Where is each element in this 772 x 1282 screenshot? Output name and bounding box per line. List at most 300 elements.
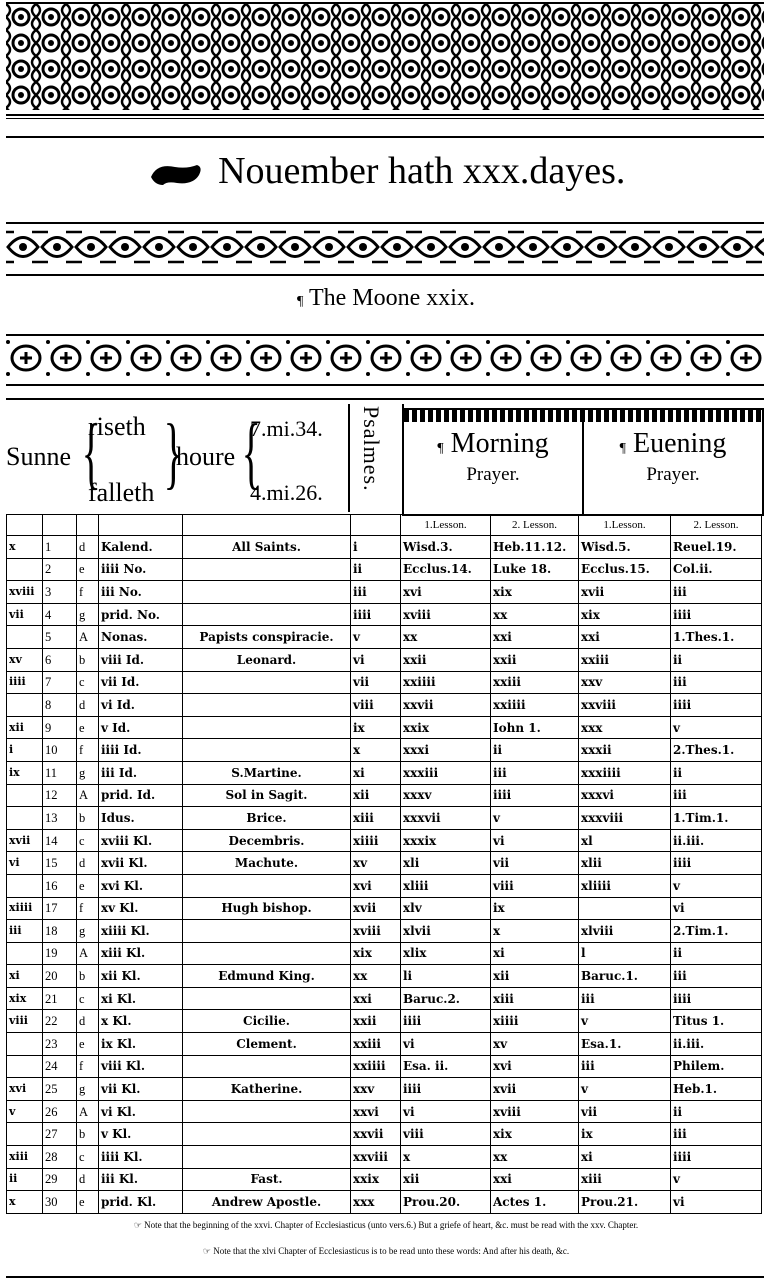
feast-cell: Katherine.	[183, 1078, 351, 1101]
morning-prayer-header	[404, 422, 584, 514]
morning-lesson-2-cell: xv	[491, 1033, 579, 1056]
morning-lesson-1-cell: xxiiii	[401, 671, 491, 694]
evening-lesson-1-cell: xxiii	[579, 648, 671, 671]
morning-lesson-1-cell: xxix	[401, 716, 491, 739]
footnote-1-text: Note that the beginning of the xxvi. Chapter of Ecclesiasticus (unto vers.6.) But a griefe of heart, &c. must be read with the xxv. Chapter.	[144, 1220, 639, 1230]
dominical-letter-cell: g	[77, 761, 99, 784]
evening-lesson-1-cell: xvii	[579, 581, 671, 604]
calendar-row	[7, 807, 762, 830]
morning-lesson-1-cell: xlix	[401, 942, 491, 965]
calendar-row	[7, 626, 762, 649]
dominical-letter-cell: A	[77, 1100, 99, 1123]
blank-cell	[7, 515, 43, 536]
psalm-cell: xv	[351, 852, 401, 875]
dominical-letter-cell: f	[77, 739, 99, 762]
feast-cell	[183, 942, 351, 965]
golden-number-cell	[7, 1123, 43, 1146]
dominical-letter-cell: e	[77, 716, 99, 739]
feast-cell	[183, 716, 351, 739]
golden-number-cell: vi	[7, 852, 43, 875]
evening-lesson-1-cell: Baruc.1.	[579, 965, 671, 988]
morning-lesson-2-cell: x	[491, 920, 579, 943]
evening-lesson-1-cell: l	[579, 942, 671, 965]
psalm-cell: vii	[351, 671, 401, 694]
evening-prayer-header	[584, 422, 762, 514]
day-number-cell: 22	[43, 1010, 77, 1033]
day-number-cell: 21	[43, 987, 77, 1010]
morning-lesson-2-cell: xx	[491, 1146, 579, 1169]
roman-date-cell: xiiii Kl.	[99, 920, 183, 943]
calendar-row	[7, 897, 762, 920]
day-number-cell: 15	[43, 852, 77, 875]
evening-lesson-1-cell: v	[579, 1078, 671, 1101]
roman-date-cell: x Kl.	[99, 1010, 183, 1033]
calendar-row	[7, 1123, 762, 1146]
evening-lesson-2-cell: Col.ii.	[671, 558, 762, 581]
day-number-cell: 10	[43, 739, 77, 762]
morning-line2: Prayer.	[466, 464, 520, 485]
morning-lesson-2-cell: v	[491, 807, 579, 830]
calendar-row	[7, 716, 762, 739]
dominical-letter-cell: f	[77, 897, 99, 920]
month-title	[0, 142, 772, 200]
roman-date-cell: vii Id.	[99, 671, 183, 694]
roman-date-cell: xi Kl.	[99, 987, 183, 1010]
dominical-letter-cell: b	[77, 807, 99, 830]
psalm-cell: xvi	[351, 874, 401, 897]
golden-number-cell: vii	[7, 603, 43, 626]
sun-block	[4, 404, 350, 512]
roman-date-cell: v Id.	[99, 716, 183, 739]
day-number-cell: 16	[43, 874, 77, 897]
morning-lesson-2-cell: xvii	[491, 1078, 579, 1101]
golden-number-cell	[7, 1055, 43, 1078]
evening-lesson-1-cell: vii	[579, 1100, 671, 1123]
morning-lesson-2-cell: xvi	[491, 1055, 579, 1078]
roman-date-cell: ix Kl.	[99, 1033, 183, 1056]
morning-lesson-2-cell: ii	[491, 739, 579, 762]
day-number-cell: 24	[43, 1055, 77, 1078]
morning-lesson-1-cell: vi	[401, 1100, 491, 1123]
prayer-header-rule	[404, 410, 762, 422]
dominical-letter-cell: e	[77, 558, 99, 581]
evening-lesson-2-cell: ii	[671, 942, 762, 965]
calendar-row	[7, 1146, 762, 1169]
psalm-cell: ix	[351, 716, 401, 739]
morning-lesson-2-cell: vi	[491, 829, 579, 852]
psalm-cell: xxx	[351, 1191, 401, 1214]
day-number-cell: 3	[43, 581, 77, 604]
day-number-cell: 17	[43, 897, 77, 920]
blank-cell	[183, 515, 351, 536]
day-number-cell: 6	[43, 648, 77, 671]
psalm-cell: xxviii	[351, 1146, 401, 1169]
dominical-letter-cell: c	[77, 671, 99, 694]
moon-title	[0, 278, 772, 318]
day-number-cell: 11	[43, 761, 77, 784]
calendar-row	[7, 1055, 762, 1078]
feast-cell	[183, 603, 351, 626]
psalm-cell: ii	[351, 558, 401, 581]
dominical-letter-cell: A	[77, 626, 99, 649]
day-number-cell: 7	[43, 671, 77, 694]
golden-number-cell	[7, 1033, 43, 1056]
evening-lesson-2-cell: iiii	[671, 603, 762, 626]
roman-date-cell: vi Kl.	[99, 1100, 183, 1123]
roman-date-cell: vi Id.	[99, 694, 183, 717]
evening-lesson-2-cell: ii	[671, 761, 762, 784]
golden-number-cell: xvii	[7, 829, 43, 852]
calendar-row	[7, 761, 762, 784]
morning-lesson-2-cell: xxiiii	[491, 694, 579, 717]
feast-cell: S.Martine.	[183, 761, 351, 784]
dominical-letter-cell: c	[77, 987, 99, 1010]
ornament-band-lower	[6, 334, 764, 386]
evening-lesson-1-cell: xix	[579, 603, 671, 626]
feast-cell	[183, 671, 351, 694]
feast-cell	[183, 874, 351, 897]
day-number-cell: 1	[43, 536, 77, 559]
morning-lesson-1-cell: vi	[401, 1033, 491, 1056]
golden-number-cell: xix	[7, 987, 43, 1010]
roman-date-cell: prid. Kl.	[99, 1191, 183, 1214]
evening-lesson-1-cell: xliiii	[579, 874, 671, 897]
feast-cell	[183, 920, 351, 943]
sun-label: Sunne	[6, 442, 71, 471]
morning-lesson-1-cell: Wisd.3.	[401, 536, 491, 559]
evening-lesson-2-cell: vi	[671, 897, 762, 920]
morning-lesson-1-cell: iiii	[401, 1078, 491, 1101]
golden-number-cell: ii	[7, 1168, 43, 1191]
evening-lesson-1-cell: xxxii	[579, 739, 671, 762]
day-number-cell: 28	[43, 1146, 77, 1169]
brace-right-icon: {	[241, 409, 261, 497]
evening-lesson-2-cell: Philem.	[671, 1055, 762, 1078]
feast-cell: Fast.	[183, 1168, 351, 1191]
pointing-hand-icon: ☞	[202, 1246, 211, 1256]
pointing-hand-icon: ☞	[133, 1220, 142, 1230]
feast-cell: Clement.	[183, 1033, 351, 1056]
blank-cell	[43, 515, 77, 536]
morning-lesson-2-cell: xxi	[491, 626, 579, 649]
psalm-cell: xviii	[351, 920, 401, 943]
morning-lesson-1-cell: xxxix	[401, 829, 491, 852]
morning-lesson-2-cell: xxiii	[491, 671, 579, 694]
calendar-table	[6, 514, 762, 1214]
morning-lesson-1-cell: Esa. ii.	[401, 1055, 491, 1078]
evening-lesson-2-cell: 2.Thes.1.	[671, 739, 762, 762]
pilcrow-icon: ¶	[619, 441, 627, 456]
rule-top-2	[6, 136, 764, 138]
morning-lesson-1-cell: xlvii	[401, 920, 491, 943]
morning-lesson-1-cell: xxii	[401, 648, 491, 671]
feast-cell	[183, 739, 351, 762]
evening-lesson-1-cell: xxv	[579, 671, 671, 694]
feast-cell	[183, 581, 351, 604]
calendar-body	[7, 515, 762, 1214]
roman-date-cell: xviii Kl.	[99, 829, 183, 852]
roman-date-cell: xvi Kl.	[99, 874, 183, 897]
footnote-2-text: Note that the xlvi Chapter of Ecclesiasticus is to be read unto these words: And after his death, &c.	[213, 1246, 570, 1256]
morning-lesson-1-cell: xxxv	[401, 784, 491, 807]
lesson-header-row	[7, 515, 762, 536]
golden-number-cell	[7, 626, 43, 649]
psalm-cell: viii	[351, 694, 401, 717]
evening-lesson-1-cell: xlii	[579, 852, 671, 875]
evening-lesson-2-cell: v	[671, 716, 762, 739]
calendar-row	[7, 1100, 762, 1123]
evening-lesson-1-cell: xxxiiii	[579, 761, 671, 784]
feast-cell: All Saints.	[183, 536, 351, 559]
golden-number-cell: x	[7, 536, 43, 559]
dominical-letter-cell: g	[77, 920, 99, 943]
morning-lesson-2-cell: xix	[491, 1123, 579, 1146]
psalm-cell: iii	[351, 581, 401, 604]
footnote-2	[0, 1246, 772, 1257]
psalm-cell: xxix	[351, 1168, 401, 1191]
morning-lesson-2-cell: xxii	[491, 648, 579, 671]
golden-number-cell	[7, 694, 43, 717]
golden-number-cell	[7, 942, 43, 965]
evening-lesson-2-cell: v	[671, 1168, 762, 1191]
evening-lesson-1-cell: xxviii	[579, 694, 671, 717]
morning-lesson-1-cell: xvi	[401, 581, 491, 604]
evening-lesson-1-cell: xi	[579, 1146, 671, 1169]
roman-date-cell: iiii No.	[99, 558, 183, 581]
feast-cell: Hugh bishop.	[183, 897, 351, 920]
day-number-cell: 26	[43, 1100, 77, 1123]
dominical-letter-cell: c	[77, 1146, 99, 1169]
evening-lesson-1-cell: xxi	[579, 626, 671, 649]
morning-lesson-1-cell: xxxi	[401, 739, 491, 762]
roman-date-cell: viii Kl.	[99, 1055, 183, 1078]
day-number-cell: 25	[43, 1078, 77, 1101]
dominical-letter-cell: g	[77, 1078, 99, 1101]
psalm-cell: xxiiii	[351, 1055, 401, 1078]
day-number-cell: 5	[43, 626, 77, 649]
roman-date-cell: Kalend.	[99, 536, 183, 559]
psalm-cell: xxv	[351, 1078, 401, 1101]
evening-lesson-2-cell: ii.iii.	[671, 1033, 762, 1056]
day-number-cell: 19	[43, 942, 77, 965]
golden-number-cell	[7, 874, 43, 897]
day-number-cell: 9	[43, 716, 77, 739]
evening-lesson-2-cell: 1.Thes.1.	[671, 626, 762, 649]
evening-lesson-1-cell: xxxvi	[579, 784, 671, 807]
roman-date-cell: prid. Id.	[99, 784, 183, 807]
houre-label: houre	[176, 442, 236, 471]
dominical-letter-cell: f	[77, 1055, 99, 1078]
roman-date-cell: v Kl.	[99, 1123, 183, 1146]
evening-lesson-2-cell: Heb.1.	[671, 1078, 762, 1101]
evening-lesson-2-cell: iiii	[671, 694, 762, 717]
evening-lesson-2-cell: iiii	[671, 987, 762, 1010]
calendar-row	[7, 1078, 762, 1101]
day-number-cell: 18	[43, 920, 77, 943]
dominical-letter-cell: c	[77, 829, 99, 852]
feast-cell: Brice.	[183, 807, 351, 830]
calendar-row	[7, 987, 762, 1010]
morning-lesson-1-cell: x	[401, 1146, 491, 1169]
psalm-cell: vi	[351, 648, 401, 671]
dominical-letter-cell: d	[77, 1010, 99, 1033]
evening-lesson-2-cell: iii	[671, 1123, 762, 1146]
feast-cell	[183, 558, 351, 581]
feast-cell: Decembris.	[183, 829, 351, 852]
golden-number-cell: xiii	[7, 1146, 43, 1169]
feast-cell: Cicilie.	[183, 1010, 351, 1033]
calendar-row	[7, 1033, 762, 1056]
feast-cell	[183, 1146, 351, 1169]
roman-date-cell: iii Id.	[99, 761, 183, 784]
dominical-letter-cell: e	[77, 874, 99, 897]
roman-date-cell: iiii Kl.	[99, 1146, 183, 1169]
hand-fleuron-icon	[147, 159, 205, 189]
golden-number-cell: iii	[7, 920, 43, 943]
calendar-row	[7, 671, 762, 694]
morning-lesson-2-cell: Actes 1.	[491, 1191, 579, 1214]
evening-lesson-1-cell: xlviii	[579, 920, 671, 943]
evening-lesson-1-cell: Prou.21.	[579, 1191, 671, 1214]
morning-lesson-2-cell: xiii	[491, 987, 579, 1010]
feast-cell	[183, 1100, 351, 1123]
golden-number-cell	[7, 807, 43, 830]
roman-date-cell: vii Kl.	[99, 1078, 183, 1101]
calendar-row	[7, 694, 762, 717]
calendar-row	[7, 581, 762, 604]
golden-number-cell: viii	[7, 1010, 43, 1033]
roman-date-cell: prid. No.	[99, 603, 183, 626]
psalm-cell: xii	[351, 784, 401, 807]
psalm-cell: xxiii	[351, 1033, 401, 1056]
morning-lesson-1-cell: Ecclus.14.	[401, 558, 491, 581]
ornament-band-top	[6, 2, 764, 116]
evening-lesson-2-cell: 1.Tim.1.	[671, 807, 762, 830]
evening-lesson-2-cell: iiii	[671, 1146, 762, 1169]
roman-date-cell: Idus.	[99, 807, 183, 830]
calendar-row	[7, 874, 762, 897]
morning-lesson-2-cell: iiii	[491, 784, 579, 807]
morning-lesson-1-cell: xxvii	[401, 694, 491, 717]
psalm-cell: xxii	[351, 1010, 401, 1033]
morning-lesson-2-cell: vii	[491, 852, 579, 875]
morning-lesson-2-cell: Iohn 1.	[491, 716, 579, 739]
roman-date-cell: xv Kl.	[99, 897, 183, 920]
calendar-row	[7, 603, 762, 626]
day-number-cell: 4	[43, 603, 77, 626]
morning-lesson-2-cell: xviii	[491, 1100, 579, 1123]
dominical-letter-cell: d	[77, 536, 99, 559]
blank-cell	[99, 515, 183, 536]
moon-title-text: The Moone xxix.	[308, 285, 475, 311]
ornament-band-middle	[6, 222, 764, 276]
feast-cell: Sol in Sagit.	[183, 784, 351, 807]
morning-lesson-2-cell: ix	[491, 897, 579, 920]
evening-lesson-1-cell: iii	[579, 1055, 671, 1078]
morning-lesson-2-cell: Heb.11.12.	[491, 536, 579, 559]
evening-lesson-2-cell: iii	[671, 581, 762, 604]
evening-lesson-1-cell: xl	[579, 829, 671, 852]
morning-lesson-1-cell: xliii	[401, 874, 491, 897]
golden-number-cell: xiiii	[7, 897, 43, 920]
psalm-cell: xxvii	[351, 1123, 401, 1146]
psalm-cell: xiiii	[351, 829, 401, 852]
brace-left-icon: {	[81, 409, 101, 497]
calendar-row	[7, 558, 762, 581]
evening-line2: Prayer.	[646, 464, 700, 485]
golden-number-cell	[7, 784, 43, 807]
prayer-header	[402, 408, 764, 516]
dominical-letter-cell: e	[77, 1033, 99, 1056]
rule-bottom	[6, 1276, 764, 1278]
rule-top	[6, 118, 764, 119]
golden-number-cell: xi	[7, 965, 43, 988]
evening-lesson-2-cell: iii	[671, 784, 762, 807]
morning-lesson-1-cell: xii	[401, 1168, 491, 1191]
pilcrow-icon: ¶	[297, 294, 304, 309]
morning-lesson-1-cell: xli	[401, 852, 491, 875]
psalm-cell: v	[351, 626, 401, 649]
morning-lesson-2-cell: xxi	[491, 1168, 579, 1191]
dominical-letter-cell: f	[77, 581, 99, 604]
evening-lesson-1-cell: Ecclus.15.	[579, 558, 671, 581]
evening-lesson-2-cell: iii	[671, 671, 762, 694]
calendar-row	[7, 965, 762, 988]
golden-number-cell: xvi	[7, 1078, 43, 1101]
evening-lesson-2-cell: vi	[671, 1191, 762, 1214]
dominical-letter-cell: e	[77, 1191, 99, 1214]
calendar-row	[7, 852, 762, 875]
calendar-row	[7, 648, 762, 671]
morning-lesson-1-cell: xviii	[401, 603, 491, 626]
morning-lesson-1-cell: xx	[401, 626, 491, 649]
roman-date-cell: iiii Id.	[99, 739, 183, 762]
evening-lesson-1-cell	[579, 897, 671, 920]
feast-cell: Edmund King.	[183, 965, 351, 988]
lesson-header: 1.Lesson.	[579, 515, 671, 536]
morning-lesson-1-cell: xxxvii	[401, 807, 491, 830]
footnote-1	[0, 1220, 772, 1231]
lesson-header: 2. Lesson.	[491, 515, 579, 536]
morning-lesson-1-cell: xlv	[401, 897, 491, 920]
evening-lesson-2-cell: Titus 1.	[671, 1010, 762, 1033]
evening-lesson-1-cell: xxxviii	[579, 807, 671, 830]
blank-cell	[77, 515, 99, 536]
morning-lesson-2-cell: Luke 18.	[491, 558, 579, 581]
psalm-cell: xxi	[351, 987, 401, 1010]
day-number-cell: 13	[43, 807, 77, 830]
roman-date-cell: iii No.	[99, 581, 183, 604]
evening-lesson-2-cell: ii	[671, 1100, 762, 1123]
psalmes-header	[348, 404, 404, 512]
evening-lesson-2-cell: ii.iii.	[671, 829, 762, 852]
day-number-cell: 20	[43, 965, 77, 988]
calendar-row	[7, 739, 762, 762]
rise-time: 7.mi.34.	[250, 416, 323, 441]
golden-number-cell: ix	[7, 761, 43, 784]
evening-lesson-1-cell: Esa.1.	[579, 1033, 671, 1056]
morning-lesson-2-cell: xix	[491, 581, 579, 604]
psalm-cell: xix	[351, 942, 401, 965]
morning-lesson-1-cell: Prou.20.	[401, 1191, 491, 1214]
morning-lesson-1-cell: Baruc.2.	[401, 987, 491, 1010]
brace-middle-icon: }	[163, 409, 183, 497]
dominical-letter-cell: b	[77, 1123, 99, 1146]
evening-line1: Euening	[633, 428, 727, 459]
dominical-letter-cell: d	[77, 852, 99, 875]
day-number-cell: 12	[43, 784, 77, 807]
roman-date-cell: xiii Kl.	[99, 942, 183, 965]
